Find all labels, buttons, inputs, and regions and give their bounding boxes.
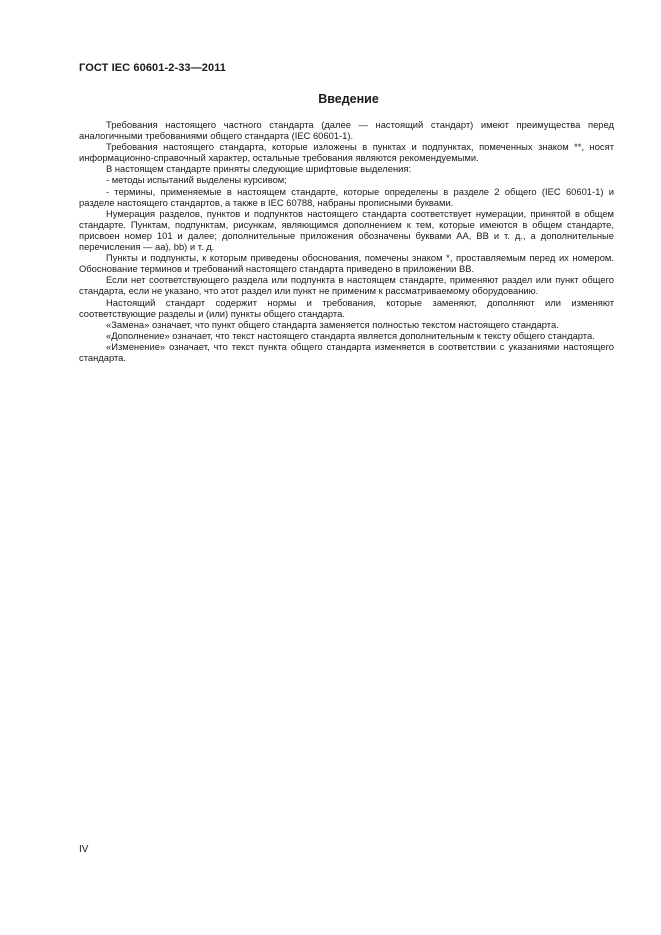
- paragraph-11: «Дополнение» означает, что текст настоящего стандарта является дополнительным к тексту общего стандарта.: [106, 329, 595, 341]
- paragraph-7: Пункты и подпункты, к которым приведены обоснования, помечены знаком *, проставляемым перед их номером. Обоснование терминов и требований настоящего стандарта приведено в приложении ВВ.: [79, 252, 614, 275]
- paragraph-2: Требования настоящего стандарта, которые изложены в пунктах и подпунктах, помеченных знаком **, носят информационно-справочный характер, остальные требования являются рекомендуемыми.: [79, 141, 614, 164]
- paragraph-6: Нумерация разделов, пунктов и подпунктов настоящего стандарта соответствует нумерации, принятой в общем стандарте. Пунктам, подпунктам, рисункам, являющимся дополнением к тем, которые имеются в общем стандарте, присвоен номер 101 и далее; дополнительные приложения обозначены буквами АА, ВВ и т. д., а дополнительные перечисления — аа), bb) и т. д.: [79, 207, 614, 253]
- paragraph-5: - термины, применяемые в настоящем стандарте, которые определены в разделе 2 общего (IEC 60601-1) и разделе настоящего стандартов, а также в IEC 60788, набраны прописными буквами.: [79, 185, 614, 208]
- paragraph-12: «Изменение» означает, что текст пункта общего стандарта изменяется в соответствии с указаниями настоящего стандарта.: [79, 340, 614, 363]
- page-number: IV: [79, 844, 89, 855]
- paragraph-1: Требования настоящего частного стандарта (далее — настоящий стандарт) имеют преимущества перед аналогичными требованиями общего стандарта (IEC 60601-1).: [79, 119, 614, 142]
- paragraph-9: Настоящий стандарт содержит нормы и требования, которые заменяют, дополняют или изменяют соответствующие разделы и (или) пункты общего стандарта.: [79, 296, 614, 319]
- body-text: [79, 119, 614, 363]
- document-header: ГОСТ IEC 60601-2-33—2011: [79, 62, 227, 74]
- paragraph-8: Если нет соответствующего раздела или подпункта в настоящем стандарте, применяют раздел или пункт общего стандарта, если не указано, что этот раздел или пункт не применим к рассматриваемому оборудованию.: [79, 274, 614, 297]
- paragraph-4: - методы испытаний выделены курсивом;: [106, 174, 287, 186]
- section-title: Введение: [318, 92, 379, 106]
- paragraph-3: В настоящем стандарте приняты следующие шрифтовые выделения:: [106, 163, 412, 175]
- paragraph-10: «Замена» означает, что пункт общего стандарта заменяется полностью текстом настоящего стандарта.: [106, 318, 559, 330]
